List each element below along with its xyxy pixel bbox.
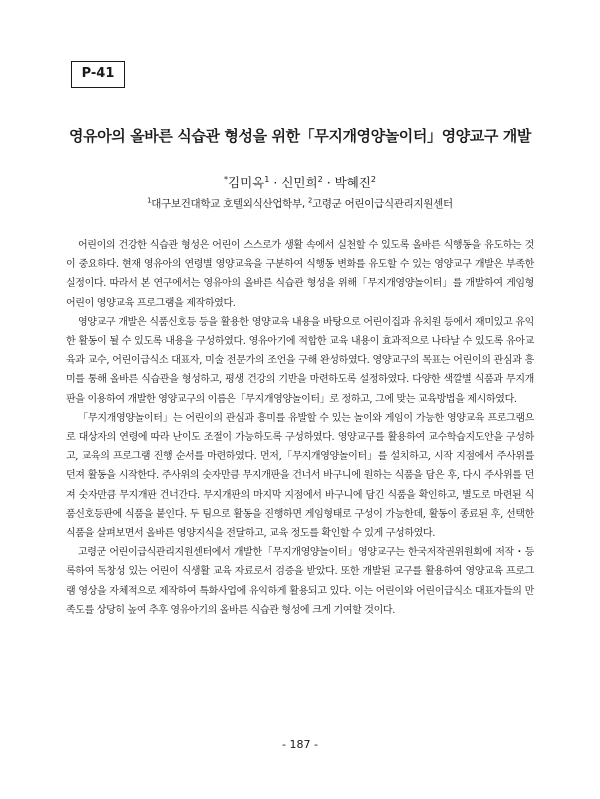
body-paragraph: 고령군 어린이급식관리지원센터에서 개발한「무지개영양놀이터」영양교구는 한국저작권위원회에 저작・등록하여 독창성 있는 어린이 식생활 교육 자료로서 검증을 받았다. 또한 개발된 교구를 활용하여 영양교육 프로그램 영상을 자체적으로 제작하여 특화사업에 유익하게 활용되고 있다. 이는 어린이와 어린이급식소 대표자들의 만족도를 상당히 높여 추후 영유아기의 올바른 식습관 형성에 크게 기여할 것이다. xyxy=(66,547,534,616)
author-affiliation-mark: 1 xyxy=(264,173,270,184)
author-separator: · xyxy=(322,175,335,190)
author-name: 김미옥 xyxy=(228,175,265,190)
body-paragraph: 어린이의 건강한 식습관 형성은 어린이 스스로가 생활 속에서 실천할 수 있도록 올바른 식행동을 유도하는 것이 중요하다. 현재 영유아의 연령별 영양교육을 구분하여 식행동 변화를 유도할 수 있는 영양교구 개발은 부족한 실정이다. 따라서 본 연구에서는 영유아의 올바른 식습관 형성을 위해「무지개영양놀이터」를 개발하여 게임형 어린이 영양교육 프로그램을 제작하였다. xyxy=(66,240,534,309)
affiliation-mark: 1 xyxy=(147,196,152,205)
paper-title: 영유아의 올바른 식습관 형성을 위한「무지개영양놀이터」영양교구 개발 xyxy=(69,127,531,145)
abstract-body xyxy=(66,236,534,620)
affiliation-line xyxy=(0,196,600,211)
corresponding-author-mark: * xyxy=(223,173,228,184)
author-separator: · xyxy=(269,175,282,190)
body-paragraph: 「무지개영양놀이터」는 어린이의 관심과 흥미를 유발할 수 있는 놀이와 게임이 가능한 영양교육 프로그램으로 대상자의 연령에 따라 난이도 조절이 가능하도록 구성하였다. 영양교구를 활용하여 교수학습지도안을 구성하고, 교육의 프로그램 진행 순서를 마련하였다. 먼저,「무지개영양놀이터」를 설치하고, 시작 지점에서 주사위를 던져 활동을 시작한다. 주사위의 숫자만큼 무지개판을 건너서 바구니에 원하는 식품을 담은 후, 다시 주사위를 던져 숫자만큼 무지개판 건너간다. 무지개판의 마지막 지점에서 바구니에 담긴 식품을 확인하고, 별도로 마련된 식품신호등판에 식품을 붙인다. 두 팀으로 활동을 진행하면 게임형태로 구성이 가능한데, 활동이 종료된 후, 선택한 식품을 살펴보면서 올바른 영양지식을 전달하고, 교육 정도를 확인할 수 있게 구성하였다. xyxy=(66,412,534,540)
author-affiliation-mark: 2 xyxy=(370,173,377,184)
affiliation-text: 고령군 어린이급식관리지원센터 xyxy=(312,198,453,210)
author-line xyxy=(0,173,600,191)
author-name: 신민희 xyxy=(281,175,318,190)
author-affiliation-mark: 2 xyxy=(317,173,323,184)
affiliation-text: 대구보건대학교 호텔외식산업학부, xyxy=(151,198,308,210)
abstract-code-badge: P-41 xyxy=(71,61,125,88)
affiliation-mark: 2 xyxy=(307,196,312,205)
body-paragraph: 영양교구 개발은 식품신호등 등을 활용한 영양교육 내용을 바탕으로 어린이집과 유치원 등에서 재미있고 유익한 활동이 될 수 있도록 내용을 구성하였다. 영유아기에 적합한 교육 내용이 효과적으로 나타날 수 있도록 유아교육과 교수, 어린이급식소 대표자, 미술 전문가의 조언을 구해 완성하였다. 영양교구의 목표는 어린이의 관심과 흥미를 통해 올바른 식습관을 형성하고, 평생 건강의 기반을 마련하도록 설정하였다. 다양한 색깔별 식품과 무지개판을 이용하여 개발한 영양교구의 이름은「무지개영양놀이터」로 정하고, 그에 맞는 교육방법을 제시하였다. xyxy=(66,316,534,405)
author-name: 박혜진 xyxy=(334,175,371,190)
page-number: - 187 - xyxy=(282,738,318,751)
